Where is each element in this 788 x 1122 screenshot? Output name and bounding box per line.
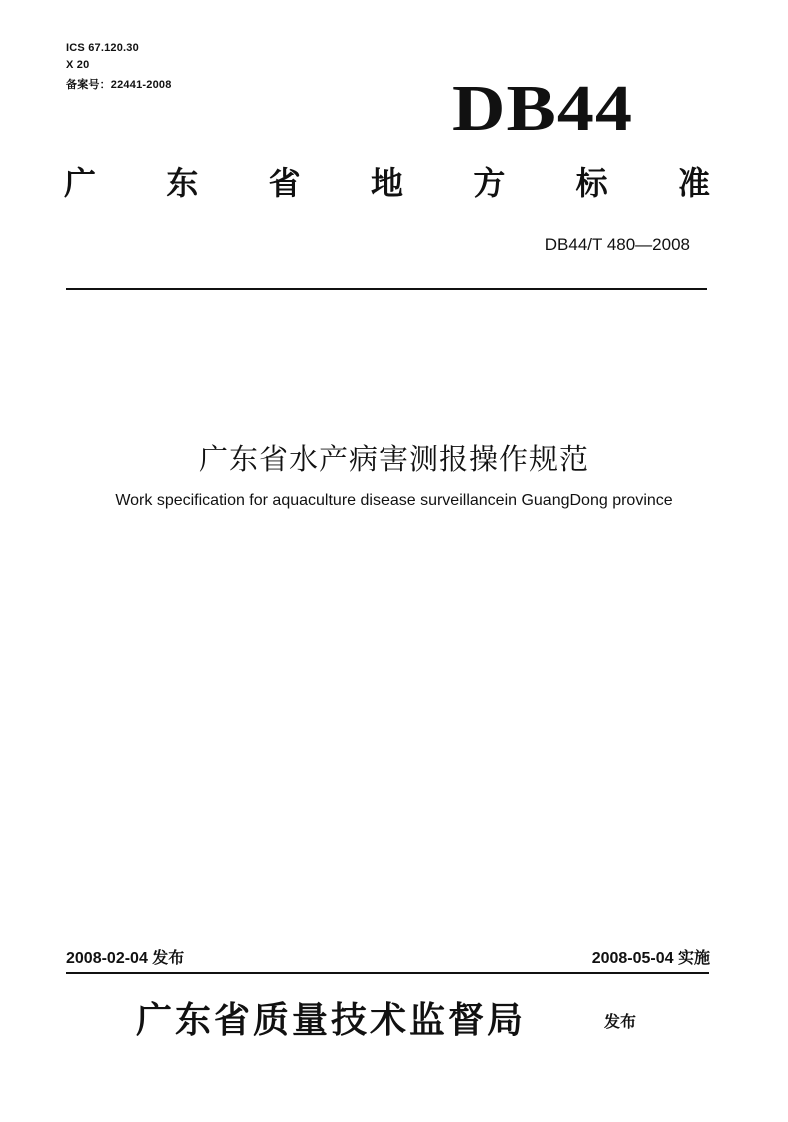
standard-type-char: 广 — [64, 164, 97, 202]
classification-code: X 20 — [66, 59, 90, 71]
standard-type-char: 标 — [575, 164, 608, 202]
standard-type-heading — [64, 163, 710, 203]
top-divider — [66, 288, 707, 290]
issue-date: 2008-02-04 发布 — [66, 950, 185, 967]
bottom-divider — [66, 972, 709, 974]
title-english: Work specification for aquaculture disease surveillancein GuangDong province — [115, 492, 673, 509]
title-chinese: 广东省水产病害测报操作规范 — [198, 442, 589, 476]
standard-type-char: 省 — [268, 164, 301, 202]
standard-type-char: 东 — [166, 164, 199, 202]
standard-type-char: 地 — [370, 164, 403, 202]
standard-type-char: 准 — [677, 164, 710, 202]
ics-code: ICS 67.120.30 — [66, 42, 139, 54]
record-number: 备案号：22441-2008 — [66, 79, 172, 91]
standard-type-char: 方 — [473, 164, 506, 202]
db-mark: DB44 — [452, 72, 634, 145]
issuing-authority: 广东省质量技术监督局 — [136, 999, 527, 1041]
issuing-authority-suffix: 发布 — [604, 1014, 637, 1031]
standard-code: DB44/T 480—2008 — [544, 235, 690, 254]
implementation-date: 2008-05-04 实施 — [591, 950, 710, 967]
